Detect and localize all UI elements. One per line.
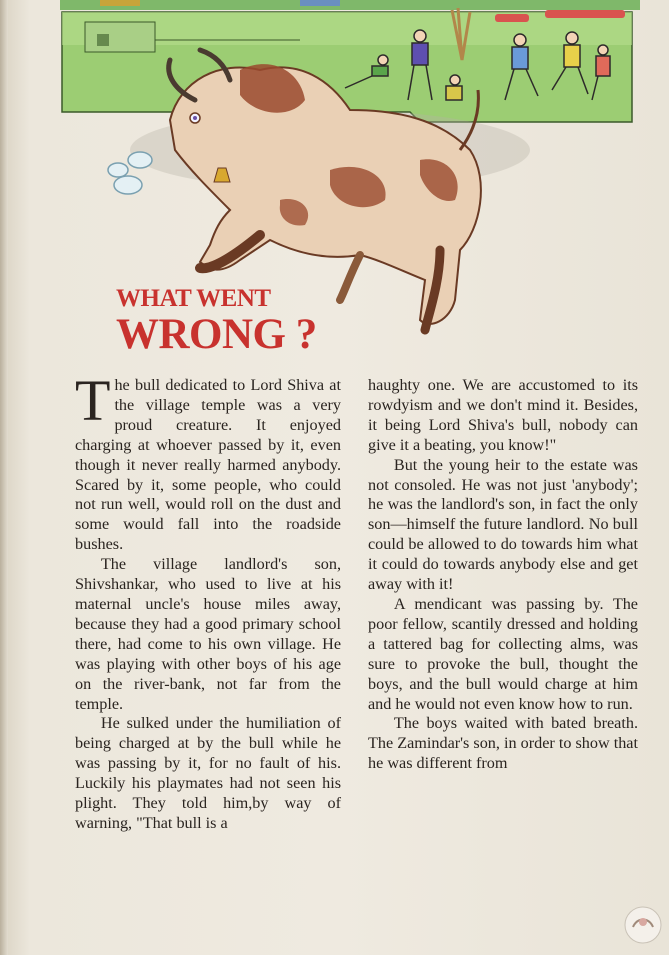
paragraph: He sulked under the humiliation of being charged at by the bull while he was passing by it, for no fault of his. Luckily his playmates had not seen his plight. They told him,by way of warning, "That bull is a (75, 714, 341, 832)
drop-cap: T (75, 368, 111, 433)
left-text-column (75, 368, 341, 834)
paragraph: haughty one. We are accustomed to its rowdyism and we don't mind it. Besides, it being Lord Shiva's bull, nobody can give it a beating, you know!" (368, 376, 638, 454)
story-title (116, 286, 317, 356)
paragraph: The bull dedicated to Lord Shiva at the village temple was a very proud creature. It enjoyed charging at whoever passed by it, even though it never really harmed anybody. Scared by it, some people, who could not run well, would roll on the dust and some would fall into the roadside bushes. (75, 368, 341, 554)
charging-bull-illustration (0, 0, 669, 370)
paragraph: The village landlord's son, Shivshankar, who used to live at his maternal uncle's house miles away, because they had a good primary school there, had come to his own village. He was playing with other boys of his age on the river-bank, not far from the temple. (75, 555, 341, 713)
story-title-line-1: WHAT WENT (116, 285, 271, 312)
publisher-logo-icon (623, 905, 663, 945)
story-title-line-2: WRONG ? (116, 311, 317, 358)
paragraph: The boys waited with bated breath. The Zamindar's son, in order to show that he was different from (368, 714, 638, 773)
right-text-column (368, 376, 638, 774)
paragraph: But the young heir to the estate was not consoled. He was not just 'anybody'; he was the landlord's son, in fact the only son—himself the future landlord. No bull could be allowed to do towards him what it could do towards anybody else and get away with it! (368, 455, 638, 594)
paragraph: A mendicant was passing by. The poor fellow, scantily dressed and holding a tattered bag for collecting alms, was sure to provoke the bull, thought the boys, and the bull would charge at him and he would not even know how to run. (368, 594, 638, 713)
